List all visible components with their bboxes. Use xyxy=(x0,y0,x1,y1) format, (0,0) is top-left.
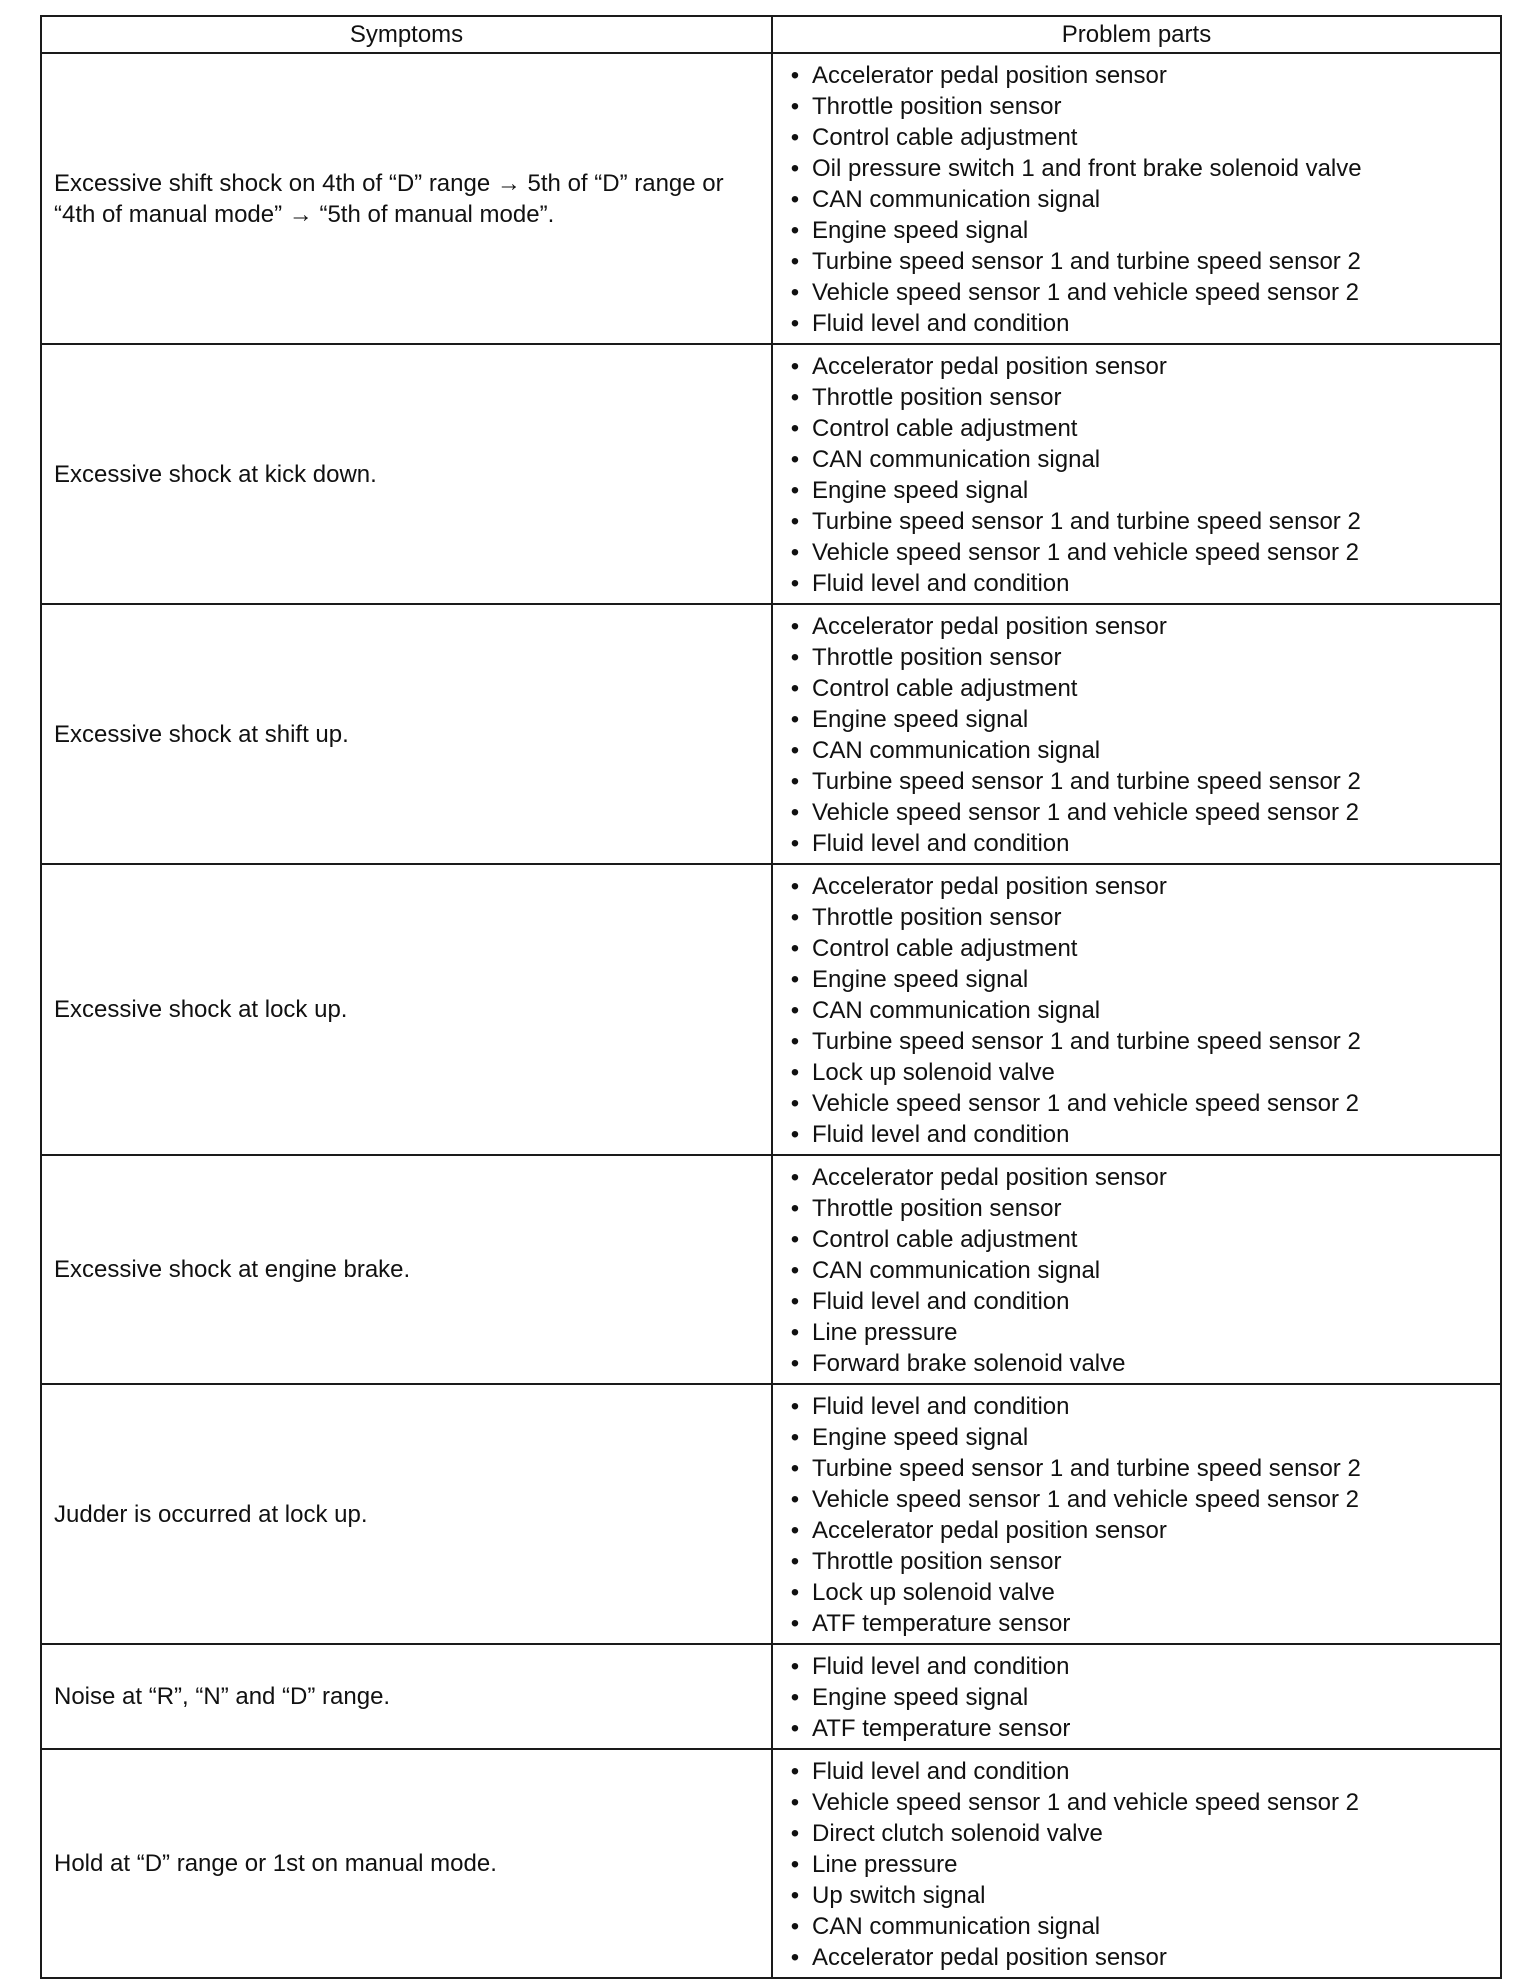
bullet-icon: • xyxy=(790,1393,800,1420)
problem-part-text: Engine speed signal xyxy=(812,1424,1029,1451)
bullet-icon: • xyxy=(790,279,800,306)
symptom-cell: Excessive shock at lock up. xyxy=(41,864,772,1155)
problem-part-text: Line pressure xyxy=(812,1319,958,1346)
problem-part-text: Vehicle speed sensor 1 and vehicle speed sensor 2 xyxy=(812,1090,1360,1117)
bullet-icon: • xyxy=(790,1820,800,1847)
problem-parts-list xyxy=(785,60,1492,339)
list-item xyxy=(785,1651,1492,1682)
problem-part-text: Engine speed signal xyxy=(812,1684,1029,1711)
list-item xyxy=(785,475,1492,506)
list-item xyxy=(785,277,1492,308)
bullet-icon: • xyxy=(790,155,800,182)
bullet-icon: • xyxy=(790,1288,800,1315)
problem-part-text: Control cable adjustment xyxy=(812,675,1078,702)
list-item xyxy=(785,506,1492,537)
bullet-icon: • xyxy=(790,1944,800,1971)
list-item xyxy=(785,1818,1492,1849)
symptom-cell: Judder is occurred at lock up. xyxy=(41,1384,772,1644)
bullet-icon: • xyxy=(790,873,800,900)
list-item xyxy=(785,1088,1492,1119)
problem-part-text: Vehicle speed sensor 1 and vehicle speed sensor 2 xyxy=(812,799,1360,826)
header-row xyxy=(41,16,1501,53)
bullet-icon: • xyxy=(790,768,800,795)
list-item xyxy=(785,1453,1492,1484)
bullet-icon: • xyxy=(790,1059,800,1086)
list-item xyxy=(785,537,1492,568)
list-item xyxy=(785,1119,1492,1150)
bullet-icon: • xyxy=(790,248,800,275)
problem-parts-cell xyxy=(772,604,1501,864)
problem-part-text: Turbine speed sensor 1 and turbine speed sensor 2 xyxy=(812,1455,1361,1482)
bullet-icon: • xyxy=(790,1851,800,1878)
bullet-icon: • xyxy=(790,1090,800,1117)
list-item xyxy=(785,1515,1492,1546)
bullet-icon: • xyxy=(790,477,800,504)
problem-parts-cell xyxy=(772,864,1501,1155)
bullet-icon: • xyxy=(790,186,800,213)
problem-part-text: Vehicle speed sensor 1 and vehicle speed sensor 2 xyxy=(812,539,1360,566)
problem-part-text: Vehicle speed sensor 1 and vehicle speed sensor 2 xyxy=(812,279,1360,306)
problem-part-text: Line pressure xyxy=(812,1851,958,1878)
bullet-icon: • xyxy=(790,799,800,826)
problem-part-text: Accelerator pedal position sensor xyxy=(812,873,1167,900)
problem-parts-list xyxy=(785,611,1492,859)
problem-part-text: Turbine speed sensor 1 and turbine speed sensor 2 xyxy=(812,248,1361,275)
problem-part-text: Lock up solenoid valve xyxy=(812,1579,1055,1606)
header-problem-parts: Problem parts xyxy=(772,16,1501,53)
bullet-icon: • xyxy=(790,384,800,411)
problem-parts-cell xyxy=(772,1384,1501,1644)
list-item xyxy=(785,1391,1492,1422)
bullet-icon: • xyxy=(790,1121,800,1148)
problem-part-text: ATF temperature sensor xyxy=(812,1610,1071,1637)
list-item xyxy=(785,797,1492,828)
list-item xyxy=(785,184,1492,215)
problem-part-text: Control cable adjustment xyxy=(812,124,1078,151)
list-item xyxy=(785,1608,1492,1639)
problem-part-text: Turbine speed sensor 1 and turbine speed sensor 2 xyxy=(812,768,1361,795)
list-item xyxy=(785,964,1492,995)
problem-part-text: Engine speed signal xyxy=(812,217,1029,244)
problem-part-text: Accelerator pedal position sensor xyxy=(812,1517,1167,1544)
list-item xyxy=(785,153,1492,184)
list-item xyxy=(785,382,1492,413)
bullet-icon: • xyxy=(790,706,800,733)
problem-part-text: Engine speed signal xyxy=(812,966,1029,993)
problem-part-text: Throttle position sensor xyxy=(812,384,1062,411)
problem-part-text: CAN communication signal xyxy=(812,997,1101,1024)
bullet-icon: • xyxy=(790,62,800,89)
problem-part-text: Accelerator pedal position sensor xyxy=(812,62,1167,89)
bullet-icon: • xyxy=(790,1455,800,1482)
list-item xyxy=(785,122,1492,153)
bullet-icon: • xyxy=(790,1610,800,1637)
bullet-icon: • xyxy=(790,539,800,566)
problem-part-text: ATF temperature sensor xyxy=(812,1715,1071,1742)
bullet-icon: • xyxy=(790,904,800,931)
list-item xyxy=(785,642,1492,673)
table-row xyxy=(41,604,1501,864)
problem-part-text: Vehicle speed sensor 1 and vehicle speed sensor 2 xyxy=(812,1486,1360,1513)
problem-parts-list xyxy=(785,1162,1492,1379)
problem-part-text: CAN communication signal xyxy=(812,1913,1101,1940)
bullet-icon: • xyxy=(790,935,800,962)
problem-part-text: CAN communication signal xyxy=(812,186,1101,213)
problem-part-text: Throttle position sensor xyxy=(812,93,1062,120)
list-item xyxy=(785,1787,1492,1818)
list-item xyxy=(785,1057,1492,1088)
list-item xyxy=(785,1255,1492,1286)
problem-part-text: Fluid level and condition xyxy=(812,1288,1070,1315)
problem-part-text: Turbine speed sensor 1 and turbine speed sensor 2 xyxy=(812,1028,1361,1055)
bullet-icon: • xyxy=(790,613,800,640)
table-row xyxy=(41,1749,1501,1978)
list-item xyxy=(785,1756,1492,1787)
bullet-icon: • xyxy=(790,1789,800,1816)
problem-parts-list xyxy=(785,1756,1492,1973)
problem-part-text: Control cable adjustment xyxy=(812,935,1078,962)
table-row xyxy=(41,864,1501,1155)
table-body xyxy=(41,53,1501,1978)
bullet-icon: • xyxy=(790,1226,800,1253)
bullet-icon: • xyxy=(790,1579,800,1606)
problem-part-text: CAN communication signal xyxy=(812,1257,1101,1284)
list-item xyxy=(785,995,1492,1026)
bullet-icon: • xyxy=(790,1486,800,1513)
bullet-icon: • xyxy=(790,1195,800,1222)
list-item xyxy=(785,1224,1492,1255)
problem-parts-cell xyxy=(772,53,1501,344)
list-item xyxy=(785,1162,1492,1193)
table-row xyxy=(41,53,1501,344)
bullet-icon: • xyxy=(790,1257,800,1284)
problem-part-text: Oil pressure switch 1 and front brake solenoid valve xyxy=(812,155,1362,182)
bullet-icon: • xyxy=(790,1424,800,1451)
bullet-icon: • xyxy=(790,1653,800,1680)
bullet-icon: • xyxy=(790,966,800,993)
list-item xyxy=(785,1422,1492,1453)
problem-parts-cell xyxy=(772,1155,1501,1384)
list-item xyxy=(785,1942,1492,1973)
problem-parts-list xyxy=(785,351,1492,599)
symptom-cell: Excessive shock at shift up. xyxy=(41,604,772,864)
problem-part-text: Control cable adjustment xyxy=(812,1226,1078,1253)
header-symptoms: Symptoms xyxy=(41,16,772,53)
list-item xyxy=(785,1849,1492,1880)
bullet-icon: • xyxy=(790,1882,800,1909)
problem-part-text: Vehicle speed sensor 1 and vehicle speed sensor 2 xyxy=(812,1789,1360,1816)
problem-part-text: Control cable adjustment xyxy=(812,415,1078,442)
symptom-cell: Excessive shift shock on 4th of “D” range → 5th of “D” range or “4th of manual mode” → “5th of manual mode”. xyxy=(41,53,772,344)
problem-parts-list xyxy=(785,871,1492,1150)
list-item xyxy=(785,60,1492,91)
bullet-icon: • xyxy=(790,737,800,764)
problem-parts-cell xyxy=(772,1749,1501,1978)
bullet-icon: • xyxy=(790,508,800,535)
bullet-icon: • xyxy=(790,1715,800,1742)
problem-part-text: Direct clutch solenoid valve xyxy=(812,1820,1103,1847)
list-item xyxy=(785,933,1492,964)
bullet-icon: • xyxy=(790,1517,800,1544)
bullet-icon: • xyxy=(790,1028,800,1055)
bullet-icon: • xyxy=(790,93,800,120)
table-row xyxy=(41,1644,1501,1749)
table-row xyxy=(41,1384,1501,1644)
problem-part-text: Throttle position sensor xyxy=(812,644,1062,671)
list-item xyxy=(785,1348,1492,1379)
problem-part-text: Accelerator pedal position sensor xyxy=(812,353,1167,380)
bullet-icon: • xyxy=(790,1350,800,1377)
list-item xyxy=(785,1193,1492,1224)
list-item xyxy=(785,828,1492,859)
bullet-icon: • xyxy=(790,570,800,597)
list-item xyxy=(785,766,1492,797)
bullet-icon: • xyxy=(790,310,800,337)
table-row xyxy=(41,1155,1501,1384)
problem-parts-list xyxy=(785,1651,1492,1744)
problem-part-text: Lock up solenoid valve xyxy=(812,1059,1055,1086)
problem-part-text: Fluid level and condition xyxy=(812,830,1070,857)
list-item xyxy=(785,1026,1492,1057)
bullet-icon: • xyxy=(790,644,800,671)
problem-part-text: Fluid level and condition xyxy=(812,1121,1070,1148)
problem-part-text: Fluid level and condition xyxy=(812,1653,1070,1680)
list-item xyxy=(785,1911,1492,1942)
list-item xyxy=(785,1577,1492,1608)
list-item xyxy=(785,215,1492,246)
symptom-cell: Excessive shock at kick down. xyxy=(41,344,772,604)
list-item xyxy=(785,1484,1492,1515)
bullet-icon: • xyxy=(790,1913,800,1940)
list-item xyxy=(785,1713,1492,1744)
bullet-icon: • xyxy=(790,830,800,857)
list-item xyxy=(785,351,1492,382)
list-item xyxy=(785,735,1492,766)
problem-part-text: CAN communication signal xyxy=(812,446,1101,473)
list-item xyxy=(785,444,1492,475)
symptom-cell: Noise at “R”, “N” and “D” range. xyxy=(41,1644,772,1749)
problem-part-text: Up switch signal xyxy=(812,1882,986,1909)
list-item xyxy=(785,91,1492,122)
problem-part-text: Throttle position sensor xyxy=(812,904,1062,931)
problem-part-text: Engine speed signal xyxy=(812,706,1029,733)
bullet-icon: • xyxy=(790,217,800,244)
list-item xyxy=(785,611,1492,642)
problem-part-text: Throttle position sensor xyxy=(812,1548,1062,1575)
list-item xyxy=(785,1286,1492,1317)
problem-part-text: Throttle position sensor xyxy=(812,1195,1062,1222)
list-item xyxy=(785,1317,1492,1348)
bullet-icon: • xyxy=(790,1684,800,1711)
problem-parts-cell xyxy=(772,344,1501,604)
problem-part-text: Accelerator pedal position sensor xyxy=(812,1944,1167,1971)
symptom-table xyxy=(40,15,1502,1979)
problem-parts-cell xyxy=(772,1644,1501,1749)
symptom-cell: Excessive shock at engine brake. xyxy=(41,1155,772,1384)
bullet-icon: • xyxy=(790,997,800,1024)
list-item xyxy=(785,902,1492,933)
problem-part-text: Fluid level and condition xyxy=(812,310,1070,337)
list-item xyxy=(785,568,1492,599)
problem-part-text: Fluid level and condition xyxy=(812,1393,1070,1420)
list-item xyxy=(785,704,1492,735)
problem-part-text: CAN communication signal xyxy=(812,737,1101,764)
bullet-icon: • xyxy=(790,1164,800,1191)
symptom-table-container xyxy=(40,15,1500,1979)
bullet-icon: • xyxy=(790,1548,800,1575)
list-item xyxy=(785,1880,1492,1911)
bullet-icon: • xyxy=(790,124,800,151)
problem-part-text: Forward brake solenoid valve xyxy=(812,1350,1126,1377)
bullet-icon: • xyxy=(790,675,800,702)
list-item xyxy=(785,1546,1492,1577)
table-row xyxy=(41,344,1501,604)
problem-parts-list xyxy=(785,1391,1492,1639)
problem-part-text: Fluid level and condition xyxy=(812,1758,1070,1785)
bullet-icon: • xyxy=(790,415,800,442)
problem-part-text: Fluid level and condition xyxy=(812,570,1070,597)
bullet-icon: • xyxy=(790,446,800,473)
symptom-cell: Hold at “D” range or 1st on manual mode. xyxy=(41,1749,772,1978)
list-item xyxy=(785,871,1492,902)
list-item xyxy=(785,673,1492,704)
problem-part-text: Turbine speed sensor 1 and turbine speed sensor 2 xyxy=(812,508,1361,535)
list-item xyxy=(785,246,1492,277)
problem-part-text: Engine speed signal xyxy=(812,477,1029,504)
problem-part-text: Accelerator pedal position sensor xyxy=(812,1164,1167,1191)
list-item xyxy=(785,1682,1492,1713)
list-item xyxy=(785,308,1492,339)
bullet-icon: • xyxy=(790,353,800,380)
problem-part-text: Accelerator pedal position sensor xyxy=(812,613,1167,640)
bullet-icon: • xyxy=(790,1319,800,1346)
bullet-icon: • xyxy=(790,1758,800,1785)
list-item xyxy=(785,413,1492,444)
